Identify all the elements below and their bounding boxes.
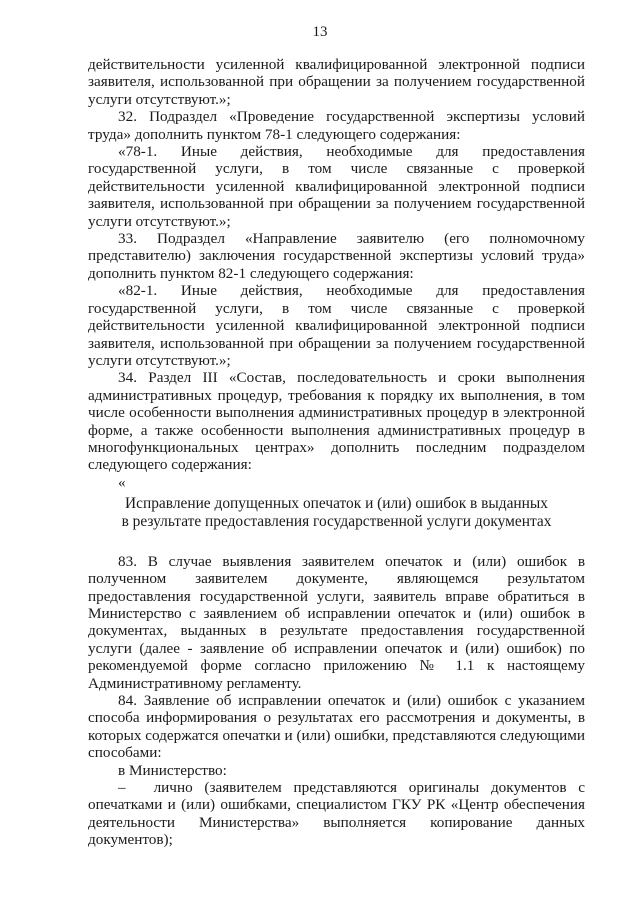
paragraph-continuation: действительности усиленной квалифицированной электронной подписи заявителя, использованной при обращении за получением государственной услуги отсутствуют.»;: [88, 56, 585, 108]
subsection-heading-line-1: Исправление допущенных опечаток и (или) ошибок в выданных: [125, 495, 548, 513]
paragraph-item-78-1: «78-1. Иные действия, необходимые для предоставления государственной услуги, в том числе связанные с проверкой действительности усиленной квалифицированной электронной подписи заявителя, использованной при обращении за получением государственной услуги отсутствуют.»;: [88, 143, 585, 230]
paragraph-item-34: 34. Раздел III «Состав, последовательность и сроки выполнения административных процедур, требования к порядку их выполнения, в том числе особенности выполнения административных процедур в электронной форме, а также особенности выполнения административных процедур в многофункциональных центрах» дополнить последним подразделом следующего содержания:: [88, 369, 585, 474]
paragraph-item-32: 32. Подраздел «Проведение государственной экспертизы условий труда» дополнить пунктом 78-1 следующего содержания:: [88, 108, 585, 143]
document-body: [88, 56, 585, 849]
list-dash: –: [118, 779, 126, 797]
paragraph-list-item-in-person: [88, 779, 585, 849]
list-item-text: лично (заявителем представляются оригиналы документов с опечатками и (или) ошибками, специалистом ГКУ РК «Центр обеспечения деятельности Министерства» выполняется копирование данных документов);: [88, 779, 585, 849]
paragraph-item-84: 84. Заявление об исправлении опечаток и (или) ошибок с указанием способа информирования о результатах его рассмотрения и документы, в которых содержатся опечатки и (или) ошибки, представляются следующими способами:: [88, 692, 585, 762]
paragraph-item-83: 83. В случае выявления заявителем опечаток и (или) ошибок в полученном заявителем документе, являющемся результатом предоставления государственной услуги, заявитель вправе обратиться в Министерство с заявлением об исправлении опечаток и (или) ошибок в документах, выданных в результате предоставления государственной услуги (далее - заявление об исправлении опечаток и (или) ошибок) по рекомендуемой форме согласно приложению № 1.1 к настоящему Административному регламенту.: [88, 552, 585, 692]
paragraph-item-33: 33. Подраздел «Направление заявителю (его полномочному представителю) заключения государственной экспертизы условий труда» дополнить пунктом 82-1 следующего содержания:: [88, 230, 585, 282]
paragraph-ministry: в Министерство:: [118, 761, 227, 779]
page-number: 13: [312, 24, 328, 40]
paragraph-item-82-1: «82-1. Иные действия, необходимые для предоставления государственной услуги, в том числе связанные с проверкой действительности усиленной квалифицированной электронной подписи заявителя, использованной при обращении за получением государственной услуги отсутствуют.»;: [88, 282, 585, 369]
subsection-heading-line-2: в результате предоставления государственной услуги документах: [121, 512, 552, 530]
opening-quote: «: [118, 473, 126, 491]
